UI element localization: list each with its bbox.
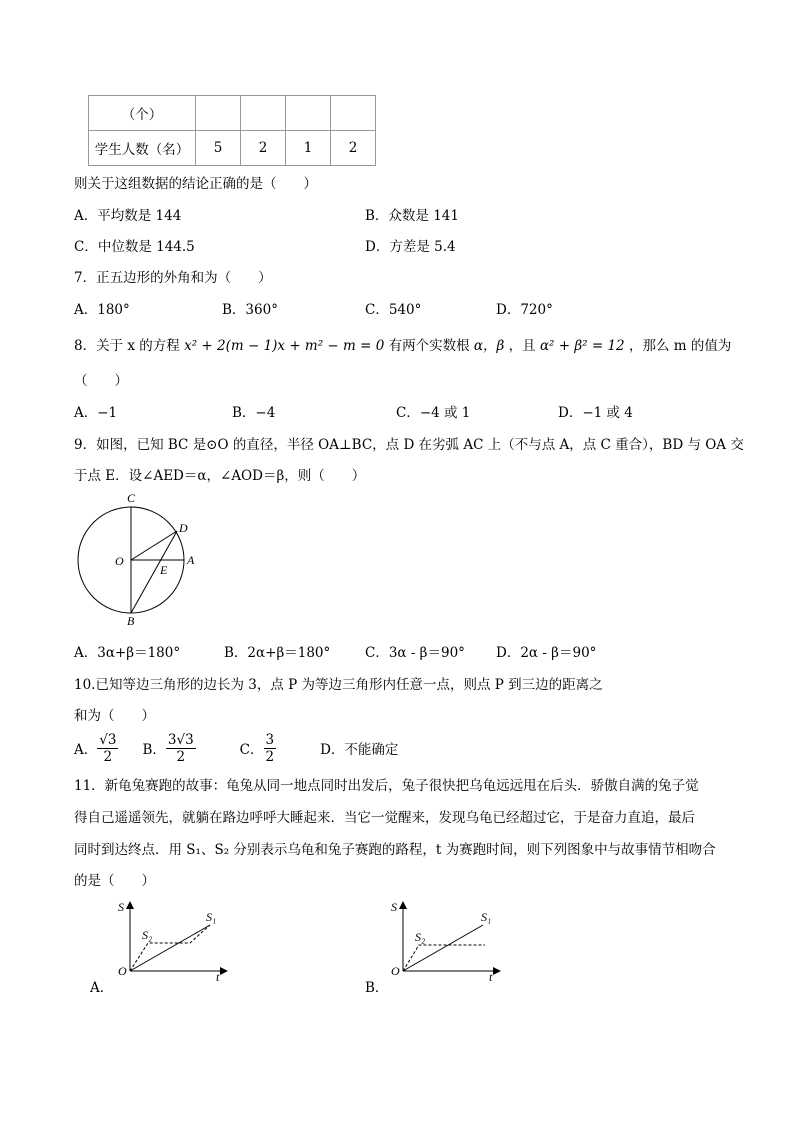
fraction-denominator: 2 — [265, 748, 275, 765]
q7-stem: 7．正五边形的外角和为（ ） — [74, 270, 272, 286]
table-cell: 2 — [241, 131, 286, 166]
origin-label: O — [391, 964, 400, 978]
q9-option-a: A．3α+β＝180° — [74, 645, 181, 661]
label-d: D — [179, 521, 188, 535]
q9-circle-figure — [70, 488, 210, 628]
label-c: C — [127, 491, 136, 505]
q6-option-b: B．众数是 141 — [365, 208, 459, 224]
axis-label-t: t — [216, 970, 220, 984]
fraction-denominator: 2 — [103, 748, 113, 765]
q7-option-d: D．720° — [496, 302, 553, 318]
q11-line3: 同时到达终点．用 S₁、S₂ 分别表示乌龟和兔子赛跑的路程，t 为赛跑时间，则下列图象中与故事情节相吻合 — [74, 842, 716, 858]
q7-option-c: C．540° — [365, 302, 422, 318]
q11-line2: 得自己遥遥领先，就躺在路边呼呼大睡起来．当它一觉醒来，发现乌龟已经超过它，于是奋力直追，最后 — [74, 810, 695, 826]
q11-line4: 的是（ ） — [74, 873, 155, 889]
q10-option-a-fraction — [97, 732, 118, 765]
table-row — [89, 96, 376, 131]
q9-line1: 9．如图，已知 BC 是⊙O 的直径，半径 OA⊥BC，点 D 在劣弧 AC 上（不与点 A，点 C 重合），BD 与 OA 交 — [74, 437, 744, 453]
q8-stem-mid: 有两个实数根 — [388, 338, 470, 354]
label-e: E — [160, 563, 168, 577]
q6-option-a: A．平均数是 144 — [74, 208, 182, 224]
q11-option-a: A． — [90, 980, 114, 996]
axis-label-s: S — [118, 900, 124, 914]
series-label-s2: S₂ — [142, 928, 153, 942]
q8-stem — [74, 334, 731, 354]
fraction-numerator: 3√3 — [167, 731, 194, 748]
q11-line1: 11．新龟兔赛跑的故事：龟兔从同一地点同时出发后，兔子很快把乌龟远远甩在后头．骄傲自满的兔子觉 — [74, 778, 699, 794]
axis-label-t: t — [489, 970, 493, 984]
frequency-table — [88, 95, 376, 166]
q7-option-a: A．180° — [74, 302, 130, 318]
q8-option-d: D．−1 或 4 — [558, 405, 633, 421]
table-cell: （个） — [89, 96, 196, 131]
origin-label: O — [118, 964, 127, 978]
q6-stem: 则关于这组数据的结论正确的是（ ） — [74, 176, 317, 192]
table-cell — [331, 96, 376, 131]
series-label-s1: S₁ — [206, 910, 217, 924]
table-cell: 1 — [286, 131, 331, 166]
q7-option-b: B．360° — [222, 302, 278, 318]
fraction-denominator: 2 — [176, 748, 186, 765]
axis-label-s: S — [391, 900, 397, 914]
q8-equation: x² + 2(m − 1)x + m² − m = 0 — [184, 338, 385, 354]
q10-option-b-fraction — [166, 732, 196, 765]
q8-cond-prefix: ，且 — [508, 338, 536, 354]
q11-option-b: B． — [365, 980, 389, 996]
fraction-numerator: 3 — [265, 731, 275, 748]
q10-option-b-label: B． — [142, 742, 166, 758]
q6-option-d: D．方差是 5.4 — [365, 239, 456, 255]
q8-option-b: B．−4 — [232, 405, 276, 421]
q6-option-c: C．中位数是 144.5 — [74, 239, 195, 255]
q8-blank: （ ） — [74, 373, 128, 389]
q8-stem-suffix: ，那么 m 的值为 — [628, 338, 732, 354]
q11-graph-a — [110, 895, 240, 985]
table-cell — [241, 96, 286, 131]
q9-option-d: D．2α - β＝90° — [496, 645, 597, 661]
q9-option-b: B．2α+β＝180° — [224, 645, 331, 661]
table-row — [89, 131, 376, 166]
table-cell — [196, 96, 241, 131]
q11-graph-b — [383, 895, 513, 985]
label-o: O — [115, 554, 124, 568]
q8-stem-prefix: 8．关于 x 的方程 — [74, 338, 180, 354]
label-b: B — [127, 614, 135, 628]
q10-line1: 10.已知等边三角形的边长为 3，点 P 为等边三角形内任意一点，则点 P 到三边的距离之 — [74, 677, 603, 693]
q10-options — [74, 728, 398, 768]
q10-option-c-fraction — [264, 732, 277, 765]
q8-option-a: A．−1 — [74, 405, 118, 421]
q8-roots: α，β — [473, 338, 505, 354]
table-cell — [286, 96, 331, 131]
series-label-s1: S₁ — [481, 910, 492, 924]
series-label-s2: S₂ — [415, 930, 426, 944]
q8-condition: α² + β² = 12 — [539, 338, 625, 354]
q10-option-c-label: C． — [239, 742, 264, 758]
label-a: A — [187, 553, 195, 567]
table-cell: 学生人数（名） — [89, 131, 196, 166]
q10-line2: 和为（ ） — [74, 708, 155, 724]
q9-line2: 于点 E．设∠AED＝α，∠AOD＝β，则（ ） — [74, 468, 366, 484]
table-cell: 2 — [331, 131, 376, 166]
q8-option-c: C．−4 或 1 — [396, 405, 471, 421]
q10-option-d: D．不能确定 — [320, 742, 399, 758]
table-cell: 5 — [196, 131, 241, 166]
fraction-numerator: √3 — [99, 731, 117, 748]
q9-option-c: C．3α - β＝90° — [365, 645, 465, 661]
q10-option-a-label: A． — [74, 742, 98, 758]
